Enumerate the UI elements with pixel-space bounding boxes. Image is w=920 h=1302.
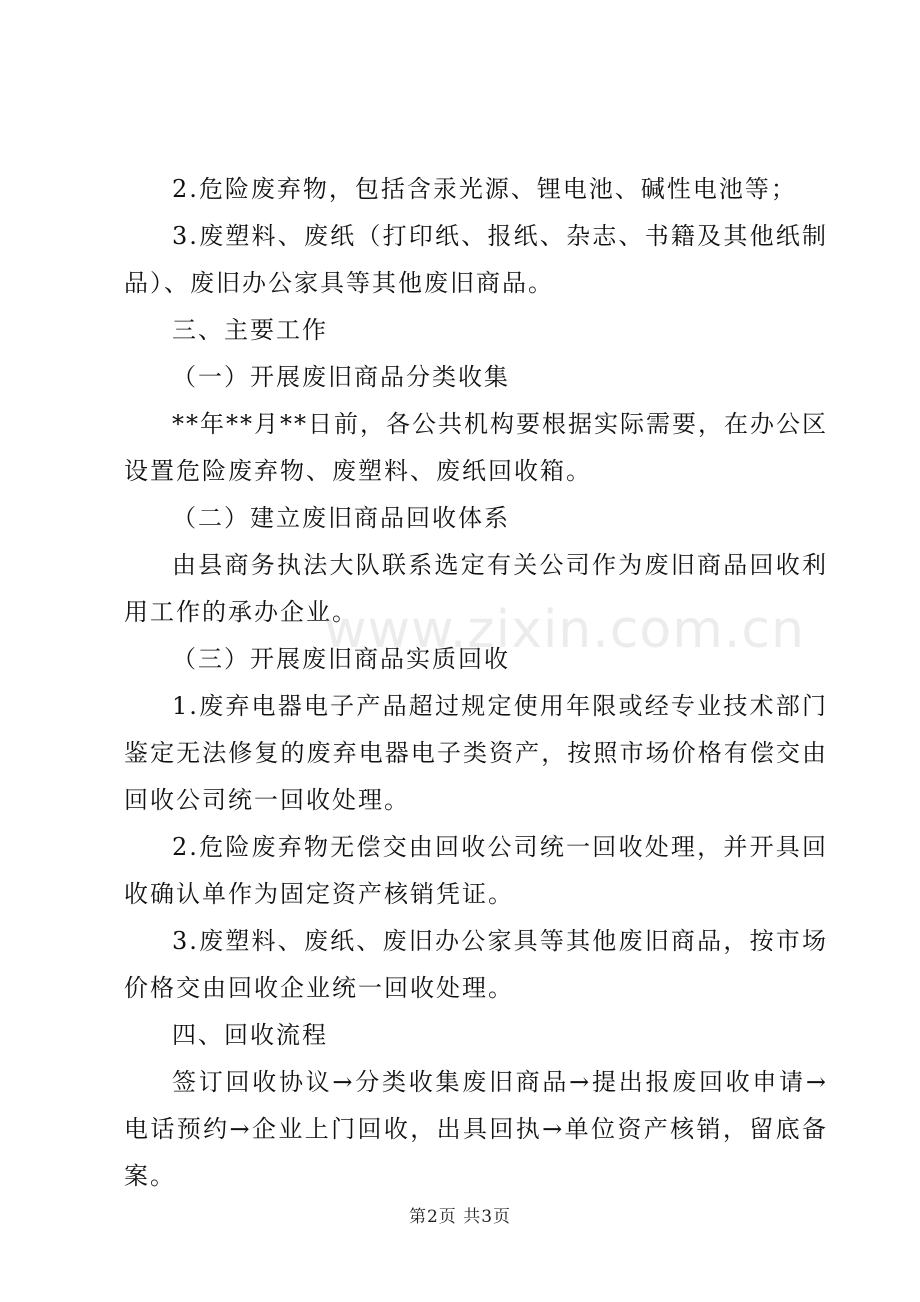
page-number-footer: 第2页 共3页 [408, 1207, 512, 1227]
paragraph-hazardous-recycling: 2.危险废弃物无偿交由回收公司统一回收处理，并开具回收确认单作为固定资产核销凭证。 [124, 833, 828, 908]
document-body [124, 166, 828, 1200]
subheading-actual-recycling: （三）开展废旧商品实质回收 [172, 645, 510, 673]
paragraph-other-recycling: 3.废塑料、废纸、废旧办公家具等其他废旧商品，按市场价格交由回收企业统一回收处理。 [124, 927, 828, 1002]
paragraph-recycling-system: 由县商务执法大队联系选定有关公司作为废旧商品回收利用工作的承办企业。 [124, 551, 828, 626]
paragraph-hazardous-waste: 2.危险废弃物，包括含汞光源、锂电池、碱性电池等； [172, 175, 797, 203]
watermark: www.zixin.com.cn [324, 600, 805, 660]
paragraph-recycling-process: 签订回收协议→分类收集废旧商品→提出报废回收申请→电话预约→企业上门回收，出具回执→单位资产核销，留底备案。 [124, 1068, 828, 1190]
heading-main-work: 三、主要工作 [172, 316, 328, 344]
paragraph-collection-deadline: **年**月**日前，各公共机构要根据实际需要，在办公区设置危险废弃物、废塑料、废纸回收箱。 [124, 410, 828, 485]
paragraph-plastic-paper: 3.废塑料、废纸（打印纸、报纸、杂志、书籍及其他纸制品）、废旧办公家具等其他废旧商品。 [124, 222, 828, 297]
paragraph-electronics-recycling: 1.废弃电器电子产品超过规定使用年限或经专业技术部门鉴定无法修复的废弃电器电子类资产，按照市场价格有偿交由回收公司统一回收处理。 [124, 692, 828, 814]
heading-recycling-process: 四、回收流程 [172, 1021, 328, 1049]
subheading-classified-collection: （一）开展废旧商品分类收集 [172, 363, 510, 391]
subheading-recycling-system: （二）建立废旧商品回收体系 [172, 504, 510, 532]
